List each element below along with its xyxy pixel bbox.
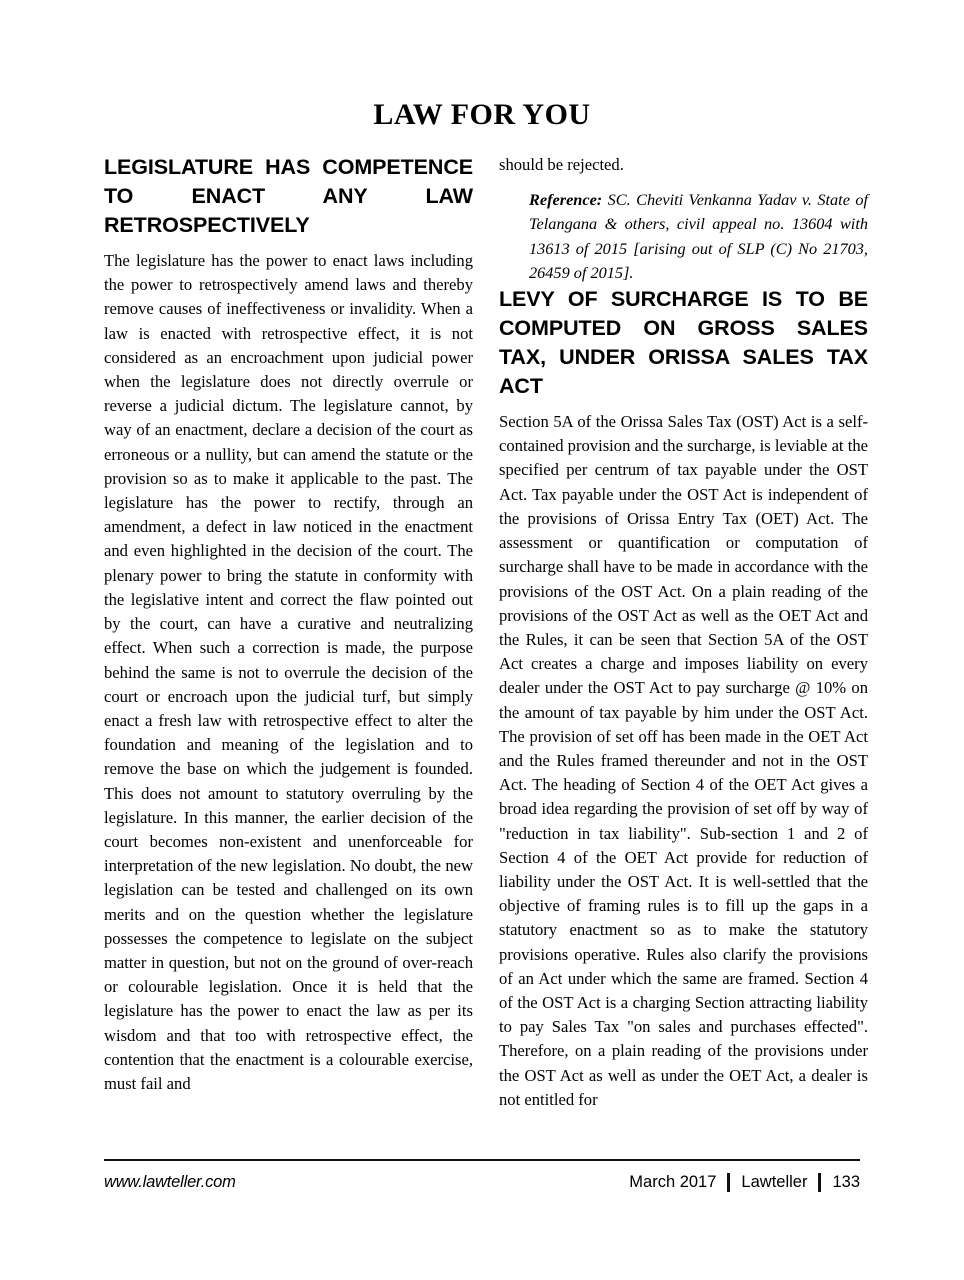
right-column [499,153,868,1112]
footer-page-number: 133 [832,1173,860,1191]
two-column-layout [104,153,868,1112]
page-title: LAW FOR YOU [373,98,591,131]
footer-meta [618,1173,860,1192]
reference-block [529,188,868,285]
left-heading-line-3: RETROSPECTIVELY [104,213,310,238]
left-heading-line-2: TO ENACT ANY LAW [104,184,473,209]
left-section-heading [104,153,473,240]
footer-publication-name: Lawteller [741,1173,808,1191]
reference-citation: SC. Cheviti Venkanna Yadav v. State of Telangana & others, civil appeal no. 13604 with 13613 of 2015 [arising out of SLP (C) No 21703, 26459 of 2015]. [529,190,868,282]
footer-website[interactable]: www.lawteller.com [104,1173,236,1191]
footer-divider [104,1159,860,1161]
right-heading-line-1: LEVY OF SURCHARGE IS TO BE [499,287,868,312]
right-body-paragraph: Section 5A of the Orissa Sales Tax (OST) Act is a self-contained provision and the surcharge, is leviable at the specified per centrum of tax payable under the OST Act. Tax payable under the OST Act is independent of the provisions of Orissa Entry Tax (OET) Act. The assessment or quantification or computation of surcharge shall have to be made in accordance with the provisions of the OST Act. On a plain reading of the provisions of the OST Act as well as the OET Act and the Rules, it can be seen that Section 5A of the OST Act creates a charge and imposes liability on every dealer under the OST Act to pay surcharge @ 10% on the amount of tax payable by him under the OST Act. The provision of set off has been made in the OET Act and the Rules framed thereunder and not in the OST Act. The heading of Section 4 of the OET Act gives a broad idea regarding the provision of set off by way of "reduction in tax liability". Sub-section 1 and 2 of Section 4 of the OET Act provide for reduction of liability under the OST Act. It is well-settled that the objective of framing rules is to fill up the gaps in a statutory enactment so as to make the statutory provisions operative. Rules also clarify the provisions of an Act under which the same are framed. Section 4 of the OST Act is a charging Section attracting liability to pay Sales Tax "on sales and purchases effected". Therefore, on a plain reading of the provisions under the OST Act as well as under the OET Act, a dealer is not entitled for [499,412,868,1109]
right-section-heading [499,285,868,401]
footer-row [104,1173,860,1192]
left-heading-line-1: LEGISLATURE HAS COMPETENCE [104,155,473,179]
right-heading-line-3: UNDER ORISSA SALES TAX ACT [499,345,868,399]
left-body-paragraph: The legislature has the power to enact laws including the power to retrospectively amend laws and thereby remove causes of ineffectiveness or invalidity. When a law is enacted with retrospective effect, it is not considered as an encroachment upon judicial power when the legislature does not directly overrule or reverse a judicial dictum. The legislature cannot, by way of an enactment, declare a decision of the court as erroneous or a nullity, but can amend the statute or the provision so as to make it applicable to the past. The legislature has the power to rectify, through an amendment, a defect in law noticed in the enactment and even highlighted in the decision of the court. The plenary power to bring the statute in conformity with the legislative intent and correct the flaw pointed out by the court, can have a curative and neutralizing effect. When such a correction is made, the purpose behind the same is not to overrule the decision of the court or encroach upon the judicial turf, but simply enact a fresh law with retrospective effect to alter the foundation and meaning of the legislation and to remove the base on which the judgement is founded. This does not amount to statutory overruling by the legislature. In this manner, the earlier decision of the court becomes non-existent and unenforceable for interpretation of the new legislation. No doubt, the new legislation can be tested and challenged on its own merits and on the question whether the legislature possesses the competence to legislate on the subject matter in question, but not on the ground of over-reach or colourable legislation. Once it is held that the legislature has the power to enact the law as per its wisdom and that too with retrospective effect, the contention that the enactment is a colourable exercise, must fail and [104,251,473,1093]
continuation-text: should be rejected. [499,155,624,174]
left-column [104,153,473,1096]
reference-label: Reference: [529,190,603,210]
footer-issue-date: March 2017 [629,1173,717,1191]
right-heading-line-2: COMPUTED ON GROSS SALES TAX, [499,316,868,370]
page-footer [104,1159,860,1192]
